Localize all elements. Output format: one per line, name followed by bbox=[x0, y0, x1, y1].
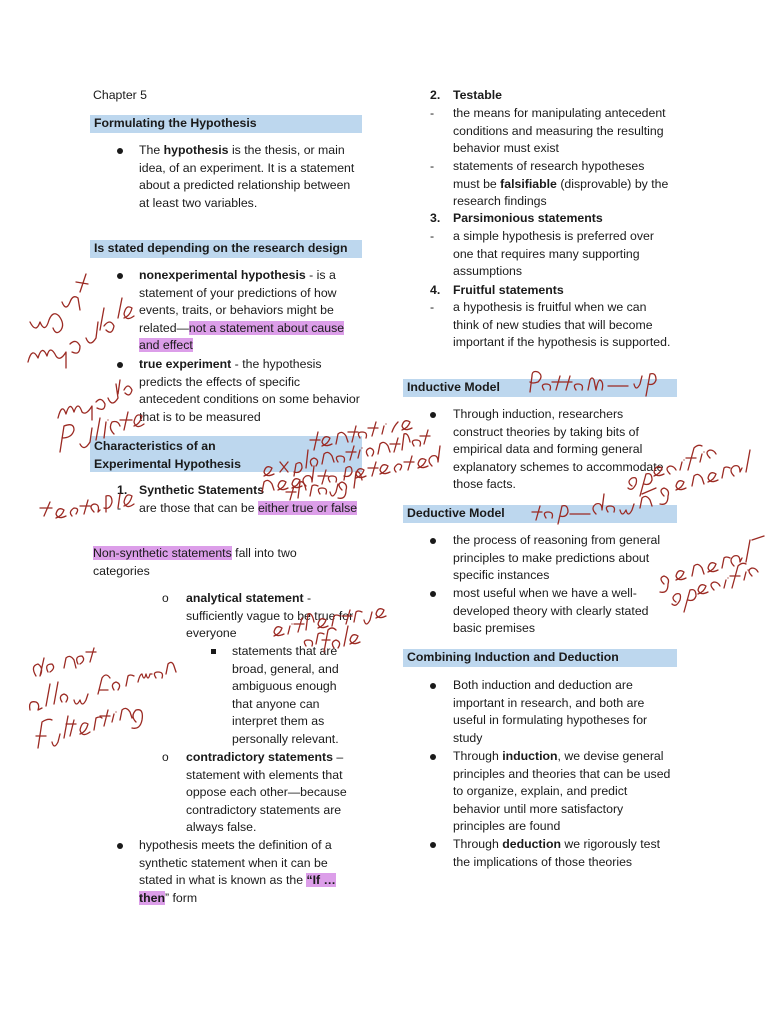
testable-title: Testable bbox=[453, 88, 502, 102]
list-number: 1. bbox=[117, 483, 128, 497]
bullet-dot bbox=[430, 591, 436, 597]
handwriting-scribble bbox=[30, 274, 88, 333]
combining-detail-2: Through induction, we devise general principles and theories that can be used to organize, explain, and predict behavior until more satisfactory principles are found bbox=[453, 749, 671, 834]
bullet-dot bbox=[430, 754, 436, 760]
handwriting-scribble bbox=[28, 298, 134, 368]
heading-combining: Combining Induction and Deduction bbox=[403, 649, 677, 667]
testable-detail-2: statements of research hypotheses must be falsifiable (disprovable) by the research findings bbox=[453, 159, 669, 209]
fruitful-title: Fruitful statements bbox=[453, 283, 564, 297]
hypothesis-definition: The hypothesis is the thesis, or main idea, of an experiment. It is a statement about a predicted relationship between at least two variables. bbox=[139, 143, 355, 210]
bullet-dot bbox=[430, 412, 436, 418]
analytical-detail: statements that are broad, general, and ambiguous enough that anyone can interpret them as personally relevant. bbox=[232, 644, 339, 746]
nonexperimental-hypothesis: nonexperimental hypothesis - is a statement of your predictions of how events, traits, or behaviors might be related—not a statement about cause and effect bbox=[139, 268, 345, 353]
bullet-dot bbox=[117, 843, 123, 849]
analytical-statement: analytical statement - sufficiently vague to be true for everyone bbox=[186, 591, 354, 641]
inductive-detail: Through induction, researchers construct theories by taking bits of empirical data and forming general explanatory schemes to accommodate those facts. bbox=[453, 407, 664, 492]
circle-marker: o bbox=[162, 591, 169, 605]
heading-deductive: Deductive Model bbox=[403, 505, 677, 523]
handwriting-scribble bbox=[33, 648, 96, 676]
dash-marker: - bbox=[430, 106, 435, 120]
heading-stated-depending: Is stated depending on the research design bbox=[90, 240, 362, 258]
highlight: not a statement about cause and effect bbox=[139, 320, 345, 353]
heading-formulating: Formulating the Hypothesis bbox=[90, 115, 362, 133]
bullet-dot bbox=[430, 683, 436, 689]
dash-marker: - bbox=[117, 501, 122, 515]
bullet-dot bbox=[430, 538, 436, 544]
list-number: 2. bbox=[430, 88, 441, 102]
synthetic-title: Synthetic Statements bbox=[139, 483, 265, 497]
nonsynthetic-intro: Non-synthetic statements fall into two categories bbox=[93, 546, 297, 578]
dash-marker: - bbox=[430, 229, 435, 243]
chapter-label: Chapter 5 bbox=[93, 88, 148, 102]
parsimonious-title: Parsimonious statements bbox=[453, 211, 603, 225]
list-number: 4. bbox=[430, 283, 441, 297]
heading-inductive: Inductive Model bbox=[403, 379, 677, 397]
deductive-detail-1: the process of reasoning from general principles to make predictions about specific instances bbox=[453, 533, 661, 583]
fruitful-detail: a hypothesis is fruitful when we can think of new studies that will become important if the hypothesis is supported. bbox=[453, 300, 671, 350]
bullet-dot bbox=[117, 362, 123, 368]
true-experiment: true experiment - the hypothesis predicts the effects of specific antecedent conditions on some behavior that is to be measured bbox=[139, 357, 360, 424]
highlight: Non-synthetic statements bbox=[93, 546, 232, 560]
handwriting-scribble bbox=[672, 563, 758, 612]
contradictory-statements: contradictory statements – statement with elements that oppose each other—because contradictory statements are always false. bbox=[186, 750, 347, 835]
heading-characteristics: Characteristics of an Experimental Hypothesis bbox=[90, 436, 362, 472]
combining-detail-3: Through deduction we rigorously test the implications of those theories bbox=[453, 837, 661, 869]
list-number: 3. bbox=[430, 211, 441, 225]
testable-detail-1: the means for manipulating antecedent conditions and measuring the resulting behavior must exist bbox=[453, 106, 666, 156]
bullet-dot bbox=[117, 273, 123, 279]
highlight: “If … then bbox=[139, 873, 336, 905]
dash-marker: - bbox=[430, 300, 435, 314]
deductive-detail-2: most useful when we have a well-developed theory with clearly stated basic premises bbox=[453, 586, 649, 636]
circle-marker: o bbox=[162, 750, 169, 764]
bullet-dot bbox=[117, 148, 123, 154]
handwriting-scribble bbox=[660, 536, 764, 592]
parsimonious-detail: a simple hypothesis is preferred over one that requires many supporting assumptions bbox=[453, 229, 654, 279]
handwriting-scribble bbox=[36, 708, 142, 748]
combining-detail-1: Both induction and deduction are important in research, and both are useful in formulating hypotheses for study bbox=[453, 678, 648, 745]
handwriting-scribble bbox=[286, 472, 362, 500]
synthetic-definition: are those that can be either true or false bbox=[139, 501, 358, 515]
dash-marker: - bbox=[430, 159, 435, 173]
highlight: either true or false bbox=[257, 501, 358, 515]
handwriting-scribble bbox=[58, 380, 132, 420]
handwriting-scribble bbox=[30, 662, 176, 710]
square-marker bbox=[211, 649, 216, 654]
if-then-form: hypothesis meets the definition of a synthetic statement when it can be stated in what is known as the “If … then” form bbox=[139, 838, 336, 905]
bullet-dot bbox=[430, 842, 436, 848]
